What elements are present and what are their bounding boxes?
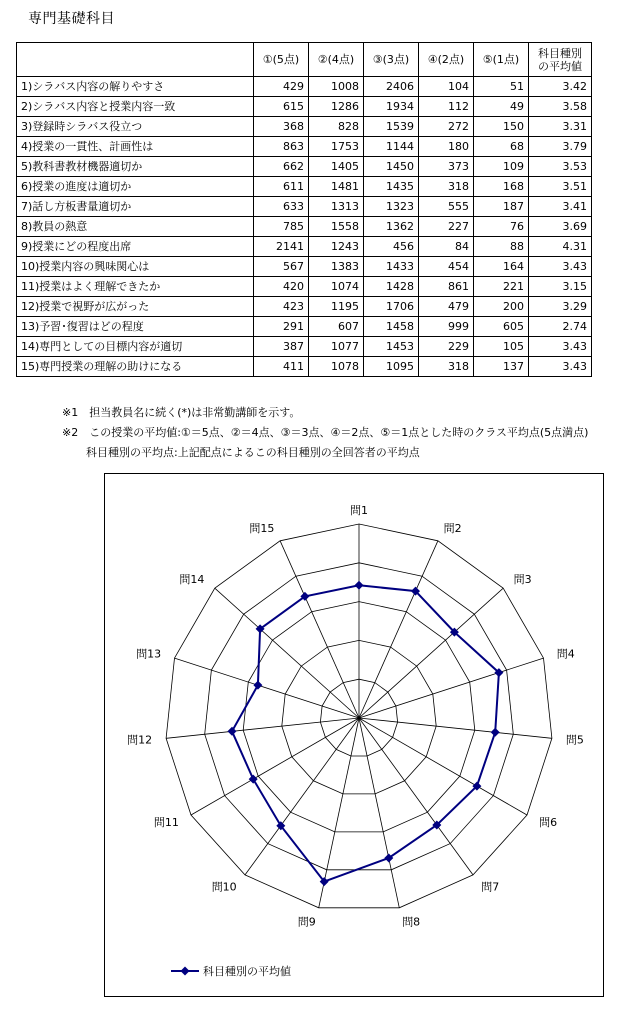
average-cell: 3.51 (529, 177, 592, 197)
count-cell: 1481 (309, 177, 364, 197)
radar-chart-frame (104, 473, 604, 997)
count-cell: 1433 (364, 257, 419, 277)
count-cell: 1539 (364, 117, 419, 137)
count-cell: 318 (419, 357, 474, 377)
table-row (17, 197, 592, 217)
count-cell: 999 (419, 317, 474, 337)
count-cell: 1383 (309, 257, 364, 277)
count-cell: 1095 (364, 357, 419, 377)
question-label: 8)教員の熱意 (17, 217, 254, 237)
average-cell: 3.31 (529, 117, 592, 137)
count-cell: 429 (254, 77, 309, 97)
average-cell: 3.42 (529, 77, 592, 97)
page-title: 専門基礎科目 (28, 11, 115, 27)
count-cell: 1706 (364, 297, 419, 317)
count-cell: 1323 (364, 197, 419, 217)
count-cell: 1313 (309, 197, 364, 217)
count-cell: 109 (474, 157, 529, 177)
count-cell: 164 (474, 257, 529, 277)
count-cell: 1453 (364, 337, 419, 357)
table-row (17, 117, 592, 137)
count-cell: 1934 (364, 97, 419, 117)
count-cell: 828 (309, 117, 364, 137)
question-label: 15)専門授業の理解の助けになる (17, 357, 254, 377)
grid-spoke (245, 718, 359, 875)
count-cell: 1362 (364, 217, 419, 237)
data-point (253, 681, 262, 690)
average-cell: 3.79 (529, 137, 592, 157)
average-cell: 3.41 (529, 197, 592, 217)
axis-label: 問4 (556, 647, 575, 661)
average-cell: 3.15 (529, 277, 592, 297)
average-cell: 3.58 (529, 97, 592, 117)
table-row (17, 337, 592, 357)
axis-label: 問9 (297, 915, 316, 929)
axis-label: 問2 (443, 522, 462, 535)
average-cell: 3.69 (529, 217, 592, 237)
count-cell: 1286 (309, 97, 364, 117)
axis-label: 問1 (350, 504, 368, 517)
count-cell: 1428 (364, 277, 419, 297)
average-cell: 3.29 (529, 297, 592, 317)
question-label: 12)授業で視野が広がった (17, 297, 254, 317)
count-cell: 863 (254, 137, 309, 157)
radar-chart (105, 474, 605, 998)
axis-label: 問11 (153, 816, 179, 829)
count-cell: 605 (474, 317, 529, 337)
header-col-2pt: ④(2点) (419, 43, 474, 77)
count-cell: 51 (474, 77, 529, 97)
count-cell: 1243 (309, 237, 364, 257)
count-cell: 1074 (309, 277, 364, 297)
count-cell: 112 (419, 97, 474, 117)
count-cell: 423 (254, 297, 309, 317)
count-cell: 387 (254, 337, 309, 357)
header-col-avg (529, 43, 592, 77)
count-cell: 555 (419, 197, 474, 217)
header-col-4pt: ②(4点) (309, 43, 364, 77)
count-cell: 607 (309, 317, 364, 337)
count-cell: 454 (419, 257, 474, 277)
header-col-5pt: ①(5点) (254, 43, 309, 77)
question-label: 6)授業の進度は適切か (17, 177, 254, 197)
count-cell: 611 (254, 177, 309, 197)
grid-spoke (359, 718, 527, 815)
note-1: ※1 担当教員名に続く(*)は非常勤講師を示す。 (62, 406, 301, 419)
question-label: 13)予習･復習はどの程度 (17, 317, 254, 337)
question-label: 3)登録時シラバス役立つ (17, 117, 254, 137)
grid-spoke (359, 541, 438, 718)
count-cell: 200 (474, 297, 529, 317)
axis-label: 問10 (211, 880, 237, 894)
header-avg-line1: 科目種別 (538, 46, 582, 60)
count-cell: 168 (474, 177, 529, 197)
count-cell: 180 (419, 137, 474, 157)
grid-spoke (215, 588, 359, 718)
count-cell: 1435 (364, 177, 419, 197)
table-header-row (17, 43, 592, 77)
count-cell: 137 (474, 357, 529, 377)
count-cell: 104 (419, 77, 474, 97)
grid-spoke (359, 718, 473, 875)
axis-label: 問6 (539, 816, 558, 829)
data-point (249, 775, 258, 784)
question-label: 7)話し方板書量適切か (17, 197, 254, 217)
count-cell: 1558 (309, 217, 364, 237)
count-cell: 662 (254, 157, 309, 177)
data-point (228, 727, 237, 736)
grid-spoke (175, 658, 360, 718)
table-row (17, 157, 592, 177)
data-point (355, 581, 364, 590)
count-cell: 2141 (254, 237, 309, 257)
count-cell: 615 (254, 97, 309, 117)
axis-label: 問14 (179, 572, 205, 586)
count-cell: 84 (419, 237, 474, 257)
header-avg-line2: の平均値 (538, 59, 582, 73)
axis-label: 問8 (402, 915, 421, 929)
count-cell: 229 (419, 337, 474, 357)
count-cell: 221 (474, 277, 529, 297)
count-cell: 76 (474, 217, 529, 237)
grid-spoke (359, 718, 399, 908)
count-cell: 1405 (309, 157, 364, 177)
grid-spoke (359, 658, 544, 718)
count-cell: 861 (419, 277, 474, 297)
table-row (17, 297, 592, 317)
grid-spoke (359, 718, 552, 738)
grid-spoke (280, 541, 359, 718)
count-cell: 88 (474, 237, 529, 257)
average-cell: 3.53 (529, 157, 592, 177)
notes (62, 403, 588, 463)
question-label: 9)授業にどの程度出席 (17, 237, 254, 257)
count-cell: 187 (474, 197, 529, 217)
table-row (17, 257, 592, 277)
table-row (17, 177, 592, 197)
data-point (491, 728, 500, 737)
table-row (17, 357, 592, 377)
average-cell: 4.31 (529, 237, 592, 257)
grid-spoke (166, 718, 359, 738)
question-label: 5)教科書教材機器適切か (17, 157, 254, 177)
axis-label: 問7 (481, 880, 500, 894)
average-cell: 3.43 (529, 337, 592, 357)
table-row (17, 77, 592, 97)
count-cell: 411 (254, 357, 309, 377)
question-label: 10)授業内容の興味関心は (17, 257, 254, 277)
survey-table (16, 42, 592, 377)
header-blank-cell (17, 43, 254, 77)
note-2: ※2 この授業の平均値:①＝5点、②＝4点、③＝3点、④＝2点、⑤＝1点とした時のクラス平均点(5点満点) (62, 426, 589, 439)
axis-label: 問15 (249, 522, 275, 535)
count-cell: 1077 (309, 337, 364, 357)
count-cell: 567 (254, 257, 309, 277)
axis-label: 問3 (513, 572, 532, 586)
count-cell: 368 (254, 117, 309, 137)
average-cell: 3.43 (529, 357, 592, 377)
count-cell: 227 (419, 217, 474, 237)
table-row (17, 237, 592, 257)
table-body (17, 77, 592, 377)
count-cell: 456 (364, 237, 419, 257)
table-row (17, 97, 592, 117)
count-cell: 105 (474, 337, 529, 357)
grid-spoke (191, 718, 359, 815)
count-cell: 291 (254, 317, 309, 337)
average-cell: 2.74 (529, 317, 592, 337)
count-cell: 420 (254, 277, 309, 297)
count-cell: 272 (419, 117, 474, 137)
legend-label: 科目種別の平均値 (203, 965, 291, 978)
count-cell: 785 (254, 217, 309, 237)
count-cell: 318 (419, 177, 474, 197)
table-row (17, 137, 592, 157)
count-cell: 1753 (309, 137, 364, 157)
legend-marker (181, 967, 190, 976)
count-cell: 2406 (364, 77, 419, 97)
count-cell: 49 (474, 97, 529, 117)
count-cell: 68 (474, 137, 529, 157)
count-cell: 1078 (309, 357, 364, 377)
header-col-1pt: ⑤(1点) (474, 43, 529, 77)
count-cell: 150 (474, 117, 529, 137)
count-cell: 1144 (364, 137, 419, 157)
note-3: 科目種別の平均点:上記配点によるこの科目種別の全回答者の平均点 (86, 446, 420, 459)
count-cell: 479 (419, 297, 474, 317)
question-label: 4)授業の一貫性、計画性は (17, 137, 254, 157)
table-row (17, 317, 592, 337)
average-cell: 3.43 (529, 257, 592, 277)
table-row (17, 217, 592, 237)
axis-label: 問5 (565, 733, 584, 747)
axis-label: 問12 (127, 733, 153, 747)
count-cell: 633 (254, 197, 309, 217)
question-label: 1)シラバス内容の解りやすさ (17, 77, 254, 97)
question-label: 14)専門としての目標内容が適切 (17, 337, 254, 357)
table-row (17, 277, 592, 297)
count-cell: 1195 (309, 297, 364, 317)
header-col-3pt: ③(3点) (364, 43, 419, 77)
count-cell: 1450 (364, 157, 419, 177)
question-label: 11)授業はよく理解できたか (17, 277, 254, 297)
count-cell: 1458 (364, 317, 419, 337)
count-cell: 373 (419, 157, 474, 177)
count-cell: 1008 (309, 77, 364, 97)
axis-label: 問13 (136, 647, 162, 661)
question-label: 2)シラバス内容と授業内容一致 (17, 97, 254, 117)
